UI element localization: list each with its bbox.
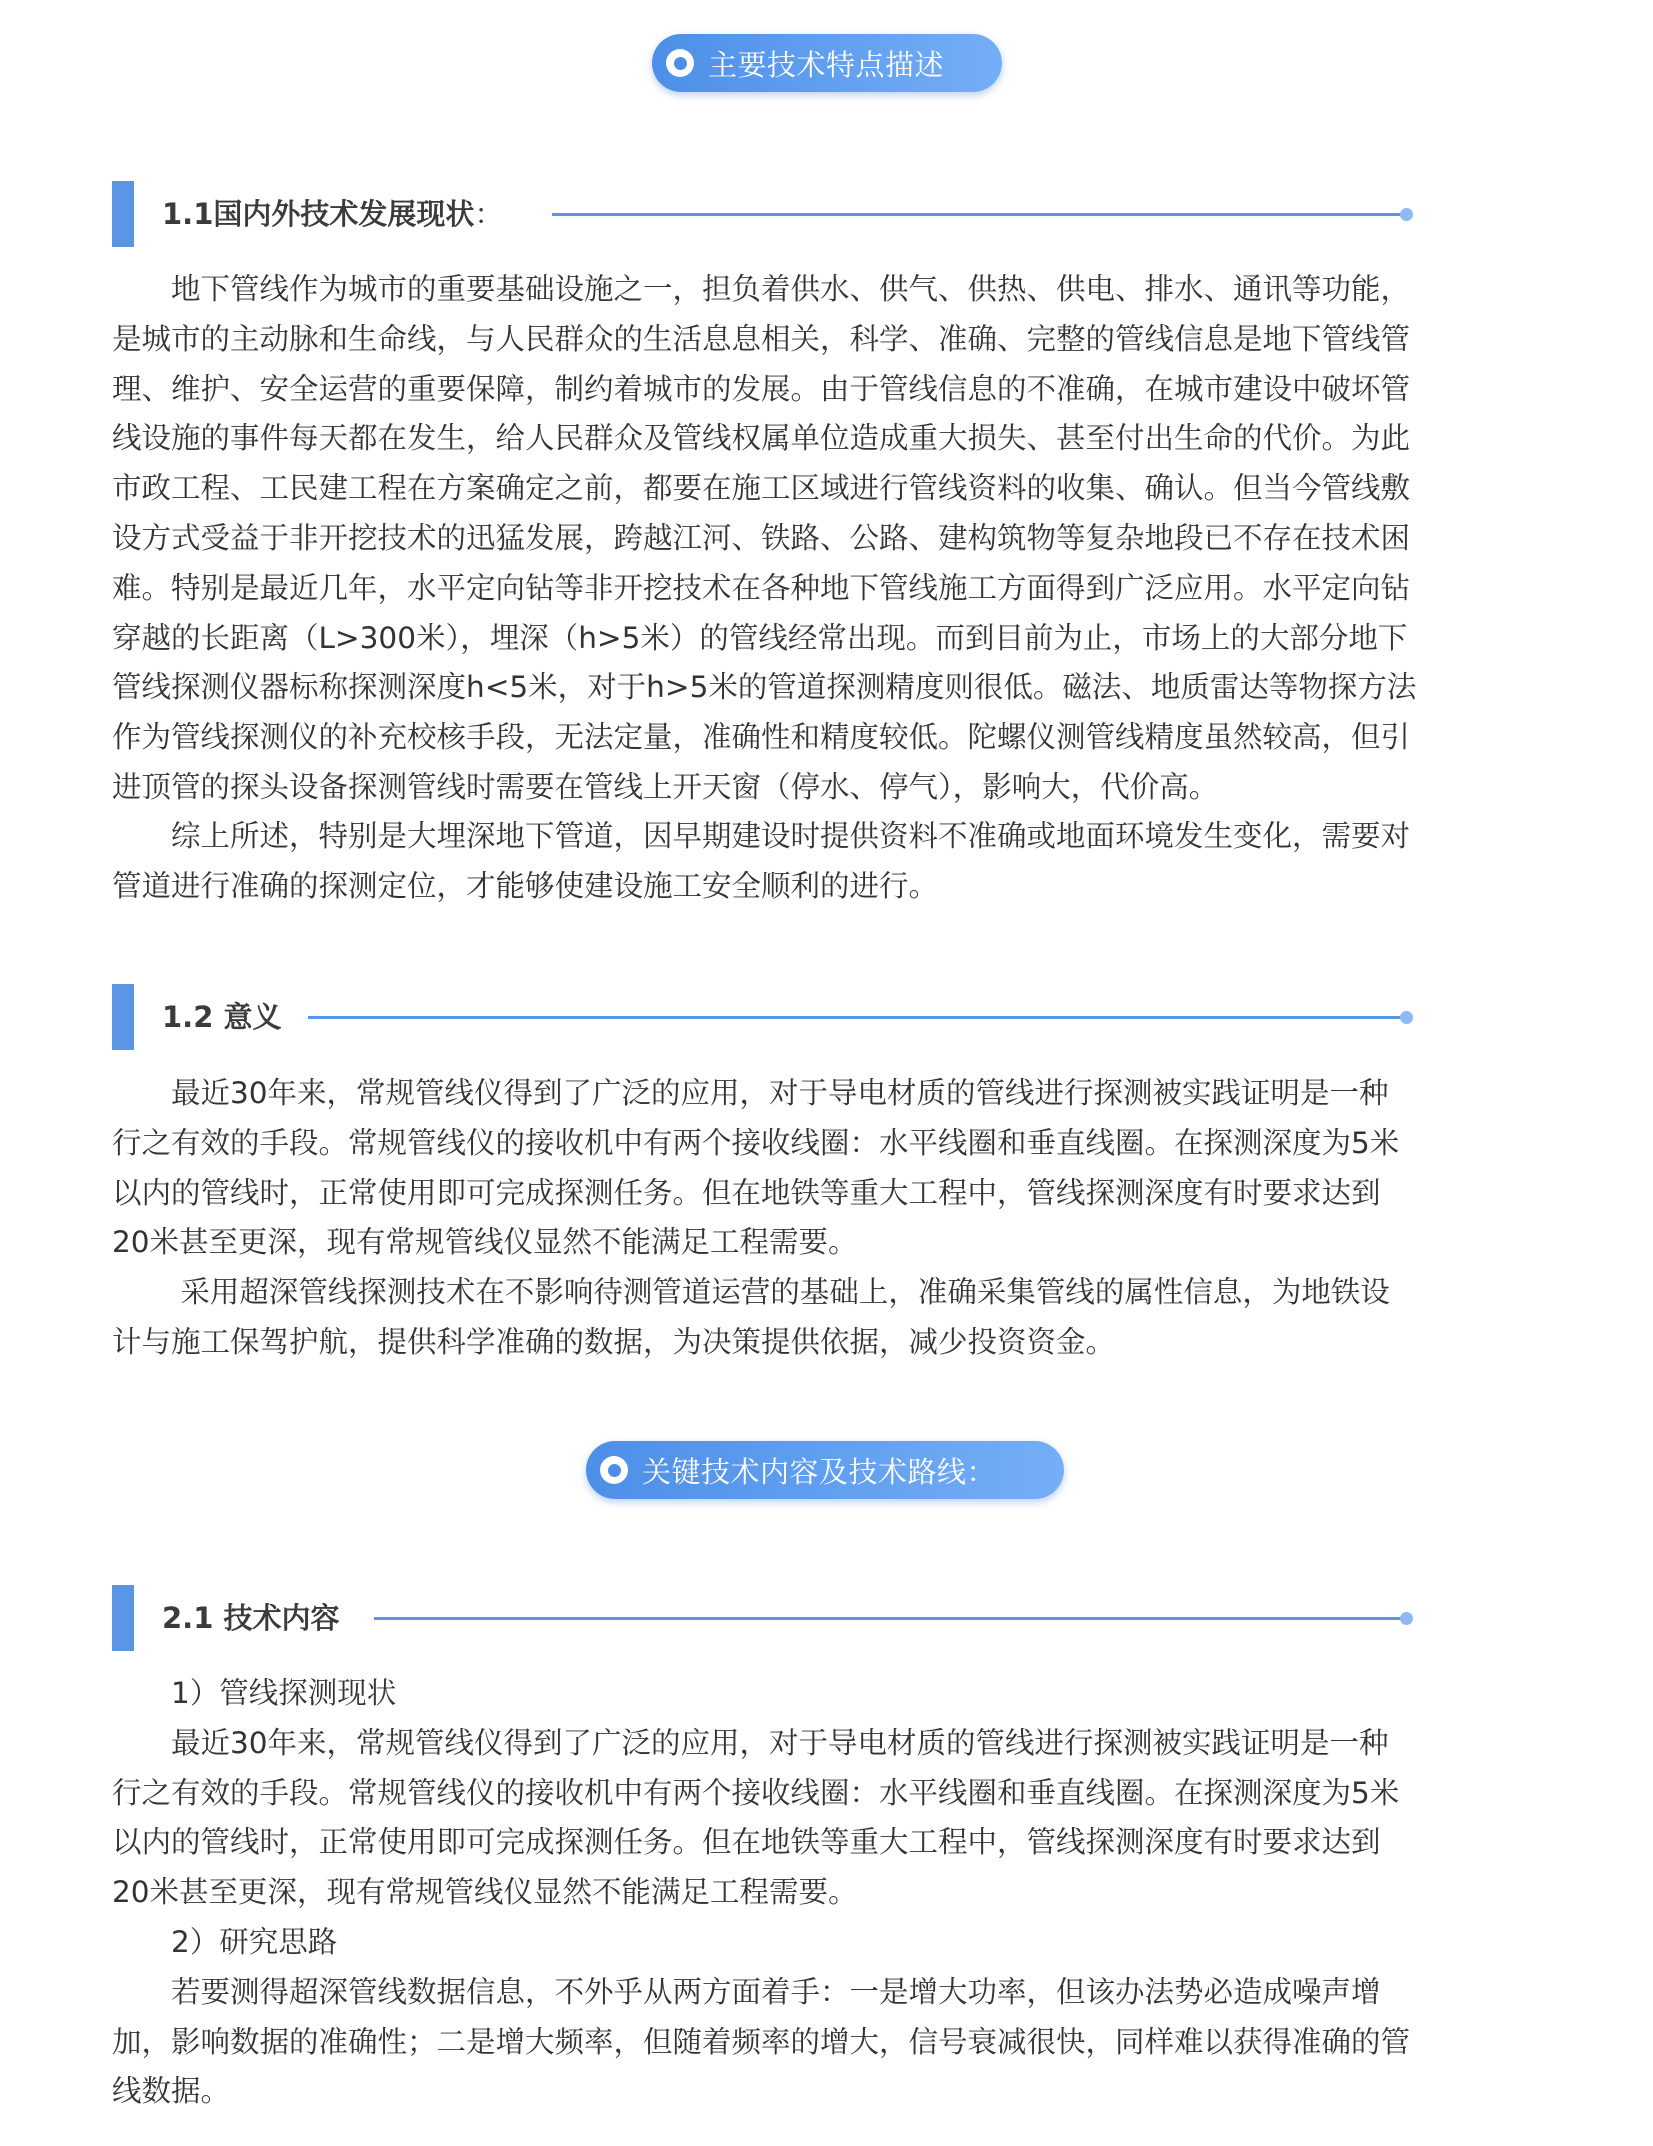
- heading-accent-bar: [112, 181, 134, 247]
- text-line: 20米甚至更深，现有常规管线仪显然不能满足工程需要。: [112, 1225, 858, 1260]
- text-line: 穿越的长距离（L>300米），埋深（h>5米）的管线经常出现。而到目前为止，市场上的大部分地下: [112, 620, 1408, 655]
- section-banner-key-tech: [586, 1441, 1064, 1499]
- text-line: 20米甚至更深，现有常规管线仪显然不能满足工程需要。: [112, 1875, 858, 1910]
- banner-title: 关键技术内容及技术路线：: [642, 1454, 997, 1489]
- text-line: 行之有效的手段。常规管线仪的接收机中有两个接收线圈：水平线圈和垂直线圈。在探测深度为5米: [112, 1775, 1400, 1810]
- text-line: 管道进行准确的探测定位，才能够使建设施工安全顺利的进行。: [112, 868, 939, 903]
- heading-rule-dot: [1400, 1612, 1413, 1625]
- text-line: 最近30年来，常规管线仪得到了广泛的应用，对于导电材质的管线进行探测被实践证明是一种: [112, 1076, 1389, 1110]
- text-line: 2）研究思路: [112, 1924, 338, 1959]
- text-line: 计与施工保驾护航，提供科学准确的数据，为决策提供依据，减少投资资金。: [112, 1324, 1116, 1359]
- text-line: 以内的管线时，正常使用即可完成探测任务。但在地铁等重大工程中，管线探测深度有时要求达到: [112, 1175, 1381, 1210]
- text-line: 难。特别是最近几年，水平定向钻等非开挖技术在各种地下管线施工方面得到广泛应用。水平定向钻: [112, 570, 1411, 605]
- banner-title: 主要技术特点描述: [708, 47, 945, 82]
- text-line: 是城市的主动脉和生命线，与人民群众的生活息息相关，科学、准确、完整的管线信息是地下管线管: [112, 321, 1411, 356]
- heading-rule-dot: [1400, 208, 1413, 221]
- heading-title: 1.1国内外技术发展现状：: [162, 197, 504, 231]
- text-line: 以内的管线时，正常使用即可完成探测任务。但在地铁等重大工程中，管线探测深度有时要求达到: [112, 1825, 1381, 1860]
- paragraph-2-1: [112, 1669, 1542, 2117]
- circle-bullet-icon: [600, 1456, 628, 1484]
- paragraph-1-2-b: [112, 1268, 1542, 1368]
- text-line: 1）管线探测现状: [112, 1676, 397, 1710]
- text-line: 地下管线作为城市的重要基础设施之一，担负着供水、供气、供热、供电、排水、通讯等功能，: [112, 272, 1411, 306]
- paragraph-1-2-a: [112, 1069, 1542, 1268]
- text-line: 管线探测仪器标称探测深度h<5米，对于h>5米的管道探测精度则很低。磁法、地质雷达等物探方法: [112, 670, 1417, 705]
- text-line: 线设施的事件每天都在发生，给人民群众及管线权属单位造成重大损失、甚至付出生命的代价。为此: [112, 421, 1411, 456]
- section-heading-1-1: [112, 181, 1312, 247]
- heading-accent-bar: [112, 984, 134, 1050]
- section-heading-1-2: [112, 984, 1312, 1050]
- heading-rule: [308, 1016, 1402, 1019]
- heading-rule: [374, 1617, 1402, 1620]
- heading-title: 2.1 技术内容: [162, 1601, 340, 1635]
- circle-bullet-icon: [666, 49, 694, 77]
- heading-rule-dot: [1400, 1011, 1413, 1024]
- text-line: 市政工程、工民建工程在方案确定之前，都要在施工区域进行管线资料的收集、确认。但当今管线敷: [112, 471, 1411, 506]
- text-line: 采用超深管线探测技术在不影响待测管道运营的基础上，准确采集管线的属性信息，为地铁设: [112, 1275, 1390, 1309]
- text-line: 最近30年来，常规管线仪得到了广泛的应用，对于导电材质的管线进行探测被实践证明是一种: [112, 1725, 1389, 1760]
- paragraph-1-1-a: [112, 265, 1542, 813]
- text-line: 行之有效的手段。常规管线仪的接收机中有两个接收线圈：水平线圈和垂直线圈。在探测深度为5米: [112, 1125, 1400, 1160]
- heading-accent-bar: [112, 1585, 134, 1651]
- heading-title: 1.2 意义: [162, 1000, 282, 1034]
- text-line: 设方式受益于非开挖技术的迅猛发展，跨越江河、铁路、公路、建构筑物等复杂地段已不存在技术困: [112, 520, 1411, 555]
- text-line: 加，影响数据的准确性；二是增大频率，但随着频率的增大，信号衰减很快，同样难以获得准确的管: [112, 2024, 1411, 2059]
- section-heading-2-1: [112, 1585, 1312, 1651]
- text-line: 若要测得超深管线数据信息，不外乎从两方面着手：一是增大功率，但该办法势必造成噪声增: [112, 1974, 1381, 2009]
- text-line: 综上所述，特别是大埋深地下管道，因早期建设时提供资料不准确或地面环境发生变化，需要对: [112, 819, 1411, 853]
- text-line: 作为管线探测仪的补充校核手段，无法定量，准确性和精度较低。陀螺仪测管线精度虽然较高，但引: [112, 720, 1411, 755]
- text-line: 理、维护、安全运营的重要保障，制约着城市的发展。由于管线信息的不准确，在城市建设中破坏管: [112, 371, 1411, 406]
- text-line: 线数据。: [112, 2074, 231, 2109]
- section-banner-main-features: [652, 34, 1002, 92]
- paragraph-1-1-b: [112, 812, 1542, 912]
- text-line: 进顶管的探头设备探测管线时需要在管线上开天窗（停水、停气），影响大，代价高。: [112, 769, 1219, 804]
- heading-rule: [552, 213, 1402, 216]
